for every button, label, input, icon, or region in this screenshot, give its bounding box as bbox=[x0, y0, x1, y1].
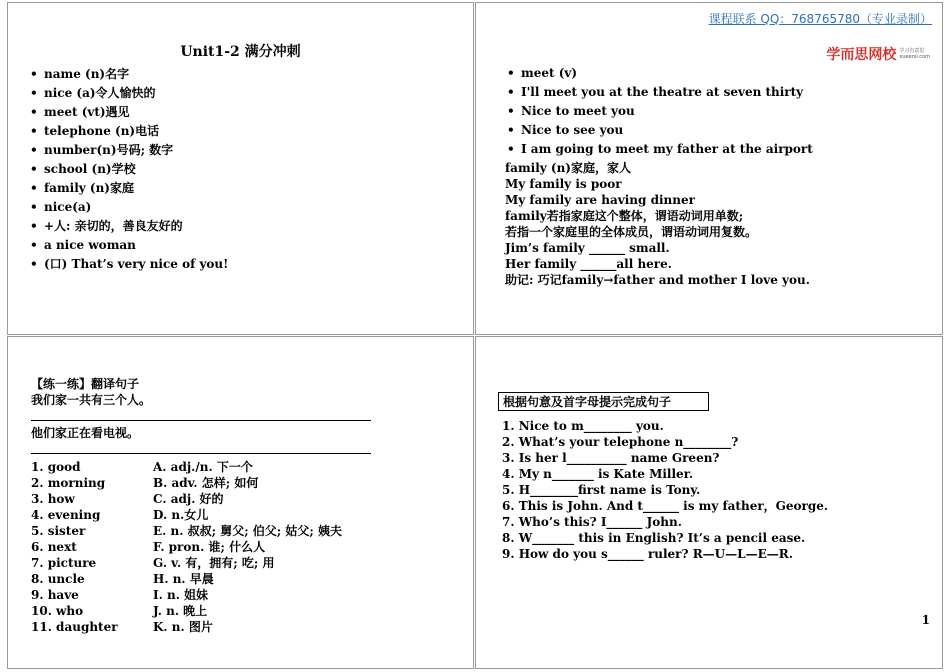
instruction-box: 根据句意及首字母提示完成句子 bbox=[498, 392, 709, 411]
match-word: 3. how bbox=[31, 492, 75, 506]
bullet-icon: • bbox=[30, 200, 38, 214]
list-item-text: meet (v) bbox=[521, 66, 578, 80]
match-row bbox=[31, 459, 391, 475]
match-definition: D. n.女儿 bbox=[153, 508, 209, 522]
list-item-text: I'll meet you at the theatre at seven thirty bbox=[521, 85, 804, 99]
logo-subtext bbox=[899, 48, 930, 60]
list-item bbox=[30, 103, 228, 122]
match-row bbox=[31, 507, 391, 523]
match-row bbox=[31, 603, 391, 619]
matching-exercise bbox=[31, 459, 391, 635]
slide-2 bbox=[475, 2, 943, 335]
slide-4 bbox=[475, 336, 943, 669]
fill-blank-list bbox=[502, 418, 828, 562]
match-definition: F. pron. 谁; 什么人 bbox=[153, 540, 266, 554]
match-word: 4. evening bbox=[31, 508, 101, 522]
bullet-icon: • bbox=[507, 142, 515, 156]
meet-usage-list bbox=[507, 64, 813, 159]
note-line: 助记: 巧记family→father and mother I love you. bbox=[505, 273, 810, 287]
list-item bbox=[507, 64, 813, 83]
translation-practice-2 bbox=[31, 425, 139, 441]
list-item-text: nice (a)令人愉快的 bbox=[44, 86, 156, 100]
page-number: 1 bbox=[921, 613, 930, 627]
match-row bbox=[31, 523, 391, 539]
list-item bbox=[30, 179, 228, 198]
slide-1 bbox=[7, 2, 474, 335]
list-item bbox=[507, 83, 813, 102]
bullet-icon: • bbox=[30, 238, 38, 252]
bullet-icon: • bbox=[507, 85, 515, 99]
logo-slogan: 学习有意思 bbox=[899, 48, 925, 54]
logo bbox=[826, 44, 930, 64]
note-line: family (n)家庭，家人 bbox=[505, 161, 631, 175]
match-row bbox=[31, 539, 391, 555]
match-word: 7. picture bbox=[31, 556, 97, 570]
match-word: 10. who bbox=[31, 604, 84, 618]
practice-sentence: 他们家正在看电视。 bbox=[31, 426, 140, 440]
bullet-icon: • bbox=[30, 162, 38, 176]
match-word: 6. next bbox=[31, 540, 77, 554]
bullet-icon: • bbox=[30, 67, 38, 81]
practice-heading: 【练一练】翻译句子 bbox=[31, 377, 140, 391]
slide-3 bbox=[7, 336, 474, 669]
match-row bbox=[31, 587, 391, 603]
logo-domain: xueersi.com bbox=[899, 54, 930, 60]
practice-sentence: 我们家一共有三个人。 bbox=[31, 393, 152, 407]
list-item bbox=[30, 236, 228, 255]
translation-practice bbox=[31, 376, 151, 408]
exercise-item: 2. What’s your telephone n________? bbox=[502, 435, 739, 449]
note-line: 若指一个家庭里的全体成员，谓语动词用复数。 bbox=[505, 225, 758, 239]
note-line: Her family ______all here. bbox=[505, 257, 672, 271]
match-row bbox=[31, 571, 391, 587]
exercise-item: 9. How do you s______ ruler? R—U—L—E—R. bbox=[502, 547, 793, 561]
bullet-icon: • bbox=[30, 219, 38, 233]
list-item bbox=[30, 122, 228, 141]
note-line: My family is poor bbox=[505, 177, 622, 191]
list-item bbox=[30, 217, 228, 236]
list-item-text: Nice to see you bbox=[521, 123, 624, 137]
bullet-icon: • bbox=[507, 104, 515, 118]
exercise-item: 5. H________first name is Tony. bbox=[502, 483, 701, 497]
answer-line bbox=[31, 453, 371, 454]
exercise-item: 6. This is John. And t______ is my father，George. bbox=[502, 499, 829, 513]
list-item-text: school (n)学校 bbox=[44, 162, 136, 176]
list-item-text: a nice woman bbox=[44, 238, 136, 252]
list-item bbox=[30, 198, 228, 217]
list-item bbox=[30, 160, 228, 179]
list-item bbox=[30, 65, 228, 84]
list-item bbox=[30, 141, 228, 160]
logo-text: 学而思网校 bbox=[826, 47, 897, 63]
match-row bbox=[31, 491, 391, 507]
note-line: My family are having dinner bbox=[505, 193, 695, 207]
list-item-text: Nice to meet you bbox=[521, 104, 635, 118]
note-line: Jim’s family ______ small. bbox=[505, 241, 670, 255]
exercise-item: 4. My n_______ is Kate Miller. bbox=[502, 467, 694, 481]
match-row bbox=[31, 555, 391, 571]
list-item-text: telephone (n)电话 bbox=[44, 124, 160, 138]
match-definition: K. n. 图片 bbox=[153, 620, 213, 634]
list-item bbox=[507, 102, 813, 121]
bullet-icon: • bbox=[30, 143, 38, 157]
match-row bbox=[31, 475, 391, 491]
slide-title: Unit1-2 满分冲刺 bbox=[180, 44, 301, 60]
list-item-text: meet (vt)遇见 bbox=[44, 105, 130, 119]
bullet-icon: • bbox=[30, 86, 38, 100]
list-item-text: I am going to meet my father at the airport bbox=[521, 142, 813, 156]
family-notes bbox=[505, 160, 810, 288]
match-word: 1. good bbox=[31, 460, 81, 474]
match-word: 8. uncle bbox=[31, 572, 85, 586]
list-item bbox=[30, 255, 228, 274]
match-definition: I. n. 姐妹 bbox=[153, 588, 209, 602]
list-item-text: nice(a) bbox=[44, 200, 92, 214]
bullet-icon: • bbox=[507, 123, 515, 137]
bullet-icon: • bbox=[30, 257, 38, 271]
exercise-item: 1. Nice to m________ you. bbox=[502, 419, 664, 433]
match-definition: E. n. 叔叔; 舅父; 伯父; 姑父; 姨夫 bbox=[153, 524, 343, 538]
note-line: family若指家庭这个整体，谓语动词用单数; bbox=[505, 209, 744, 223]
list-item bbox=[507, 140, 813, 159]
match-definition: C. adj. 好的 bbox=[153, 492, 224, 506]
list-item-text: +人: 亲切的，善良友好的 bbox=[44, 219, 183, 233]
match-word: 9. have bbox=[31, 588, 79, 602]
list-item bbox=[507, 121, 813, 140]
vocab-list bbox=[30, 65, 228, 274]
answer-line bbox=[31, 420, 371, 421]
bullet-icon: • bbox=[30, 105, 38, 119]
exercise-item: 7. Who’s this? I______ John. bbox=[502, 515, 682, 529]
list-item-text: number(n)号码; 数字 bbox=[44, 143, 174, 157]
contact-link[interactable]: 课程联系 QQ：768765780（专业录制） bbox=[708, 12, 932, 26]
exercise-item: 3. Is her l__________ name Green? bbox=[502, 451, 720, 465]
list-item-text: name (n)名字 bbox=[44, 67, 130, 81]
bullet-icon: • bbox=[30, 181, 38, 195]
match-definition: B. adv. 怎样; 如何 bbox=[153, 476, 259, 490]
list-item-text: family (n)家庭 bbox=[44, 181, 134, 195]
match-definition: H. n. 早晨 bbox=[153, 572, 214, 586]
match-word: 5. sister bbox=[31, 524, 86, 538]
list-item-text: (口) That’s very nice of you! bbox=[44, 257, 229, 271]
match-definition: J. n. 晚上 bbox=[153, 604, 208, 618]
match-definition: G. v. 有，拥有; 吃; 用 bbox=[153, 556, 275, 570]
exercise-item: 8. W_______ this in English? It’s a pencil ease. bbox=[502, 531, 806, 545]
bullet-icon: • bbox=[507, 66, 515, 80]
match-row bbox=[31, 619, 391, 635]
bullet-icon: • bbox=[30, 124, 38, 138]
match-word: 11. daughter bbox=[31, 620, 118, 634]
match-definition: A. adj./n. 下一个 bbox=[153, 460, 253, 474]
match-word: 2. morning bbox=[31, 476, 106, 490]
list-item bbox=[30, 84, 228, 103]
